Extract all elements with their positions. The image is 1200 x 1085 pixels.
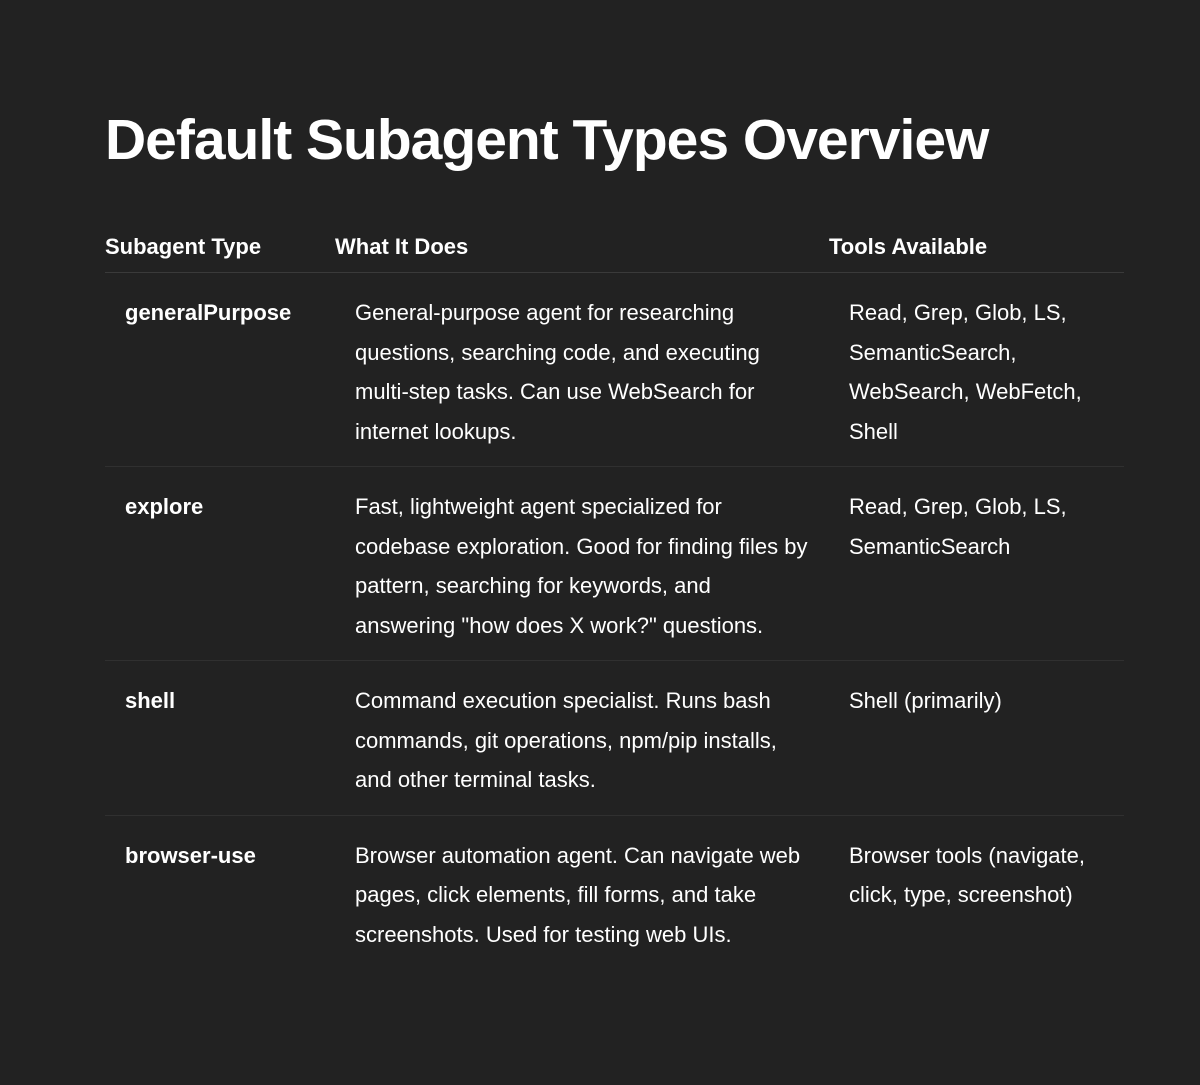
tools-cell: Shell (primarily) — [829, 661, 1124, 816]
description-cell: General-purpose agent for researching questions, searching code, and executing multi-step tasks. Can use WebSearch for internet lookups. — [335, 273, 829, 467]
table-row — [105, 273, 1124, 467]
description-cell: Fast, lightweight agent specialized for codebase exploration. Good for finding files by pattern, searching for keywords, and answering "how does X work?" questions. — [335, 467, 829, 661]
subagent-type-cell: explore — [105, 467, 335, 661]
page-title: Default Subagent Types Overview — [105, 108, 989, 172]
column-header-what-it-does: What It Does — [335, 234, 829, 273]
tools-cell: Browser tools (navigate, click, type, screenshot) — [849, 842, 1085, 907]
table-row — [105, 661, 1124, 816]
subagent-type-cell: shell — [105, 661, 335, 816]
table-row — [105, 815, 1124, 969]
table-header-row — [105, 234, 1124, 273]
tools-cell: Read, Grep, Glob, LS, SemanticSearch, WebSearch, WebFetch, Shell — [829, 273, 1124, 467]
subagent-type-cell: browser-use — [125, 842, 256, 868]
tools-cell: Read, Grep, Glob, LS, SemanticSearch — [829, 467, 1124, 661]
table-header — [105, 234, 1124, 273]
column-header-subagent-type: Subagent Type — [105, 234, 335, 273]
subagent-types-table — [105, 234, 1124, 969]
column-header-tools-available: Tools Available — [829, 234, 1124, 273]
table-row — [105, 467, 1124, 661]
description-cell: Command execution specialist. Runs bash commands, git operations, npm/pip installs, and other terminal tasks. — [335, 661, 829, 816]
description-cell: Browser automation agent. Can navigate web pages, click elements, fill forms, and take screenshots. Used for testing web UIs. — [355, 842, 801, 947]
table-body — [105, 273, 1124, 970]
subagent-type-cell: generalPurpose — [105, 273, 335, 467]
